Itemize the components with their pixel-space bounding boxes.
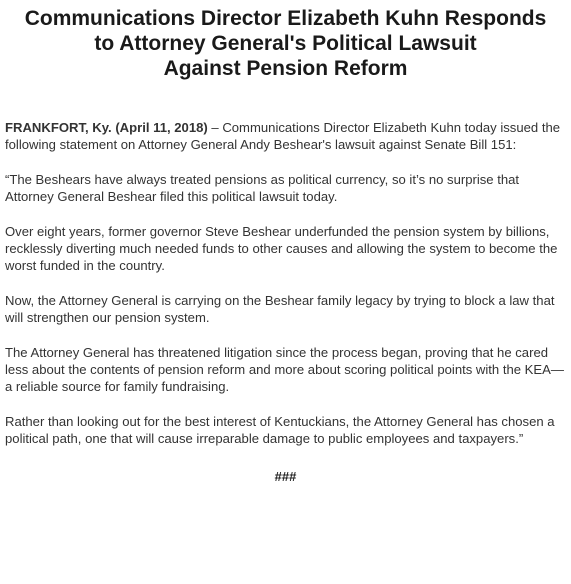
statement-paragraph-5: Rather than looking out for the best interest of Kentuckians, the Attorney General has chosen a political path, one that will cause irreparable damage to public employees and taxpayers.”	[5, 414, 555, 446]
press-release	[0, 6, 571, 584]
lead-text: – Communications Director Elizabeth Kuhn today issued the following statement on Attorney General Andy Beshear's lawsuit against Senate Bill 151:	[5, 120, 561, 152]
statement-paragraph-1: “The Beshears have always treated pensions as political currency, so it’s no surprise that Attorney General Beshear filed this political lawsuit today.	[5, 172, 520, 204]
headline-line-1: Communications Director Elizabeth Kuhn Responds	[24, 7, 547, 30]
release-body	[5, 119, 566, 447]
end-mark: ###	[274, 469, 297, 484]
headline-line-3: Against Pension Reform	[163, 57, 408, 80]
headline-line-2: to Attorney General's Political Lawsuit	[94, 32, 477, 55]
statement-paragraph-4: The Attorney General has threatened litigation since the process began, proving that he cared less about the contents of pension reform and more about scoring political points with the KEA—a reliable source for family fundraising.	[5, 345, 564, 394]
lead-paragraph	[5, 119, 566, 153]
statement-paragraph-2: Over eight years, former governor Steve Beshear underfunded the pension system by billions, recklessly diverting much needed funds to other causes and allowing the system to become the worst funded in the country.	[5, 224, 558, 273]
dateline: FRANKFORT, Ky. (April 11, 2018)	[5, 120, 208, 135]
headline	[5, 6, 566, 81]
statement-paragraph-3: Now, the Attorney General is carrying on the Beshear family legacy by trying to block a law that will strengthen our pension system.	[5, 293, 555, 325]
